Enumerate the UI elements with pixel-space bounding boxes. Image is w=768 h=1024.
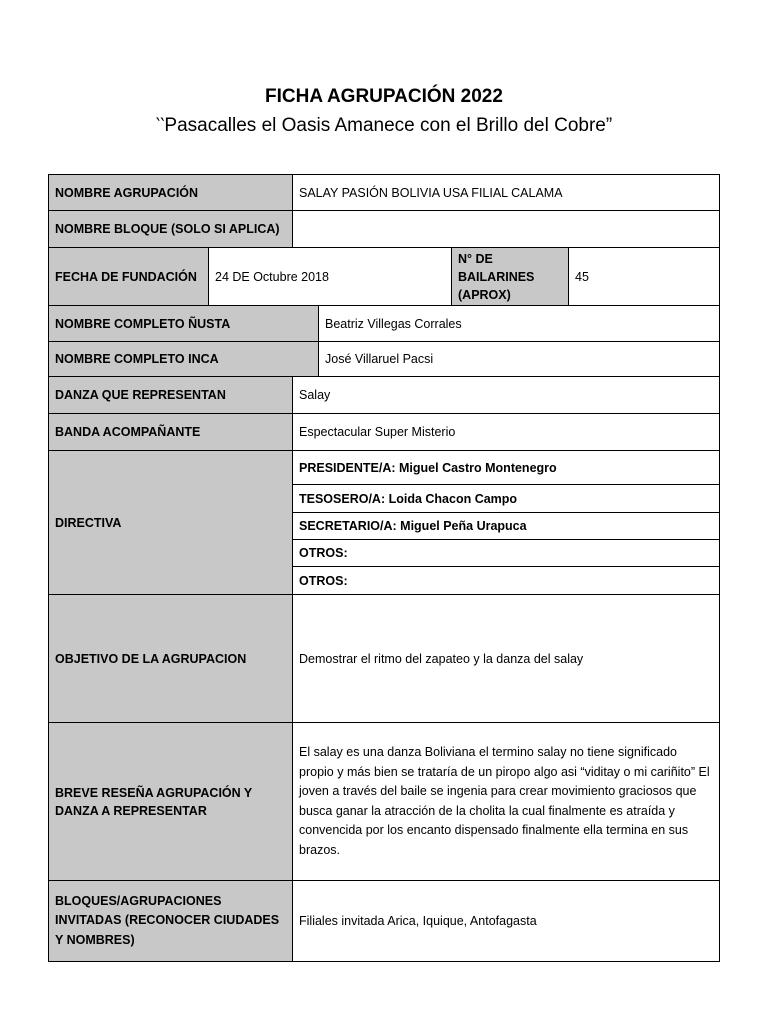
resena-label: BREVE RESEÑA AGRUPACIÓN Y DANZA A REPRESENTAR	[48, 722, 293, 881]
nombre-bloque-label: NOMBRE BLOQUE (SOLO SI APLICA)	[48, 210, 293, 248]
danza-label: DANZA QUE REPRESENTAN	[48, 376, 293, 414]
banda-value: Espectacular Super Misterio	[292, 413, 720, 451]
directiva-tesorero: TESOSERO/A: Loida Chacon Campo	[292, 484, 720, 513]
nusta-value: Beatriz Villegas Corrales	[318, 305, 720, 342]
nombre-bloque-value	[292, 210, 720, 248]
fecha-fundacion-value: 24 DE Octubre 2018	[208, 247, 452, 306]
inca-value: José Villaruel Pacsi	[318, 341, 720, 377]
bailarines-value: 45	[568, 247, 720, 306]
document-title: FICHA AGRUPACIÓN 2022	[265, 86, 503, 107]
registration-form	[48, 174, 720, 962]
inca-label: NOMBRE COMPLETO INCA	[48, 341, 319, 377]
fecha-fundacion-label: FECHA DE FUNDACIÓN	[48, 247, 209, 306]
objetivo-label: OBJETIVO DE LA AGRUPACION	[48, 594, 293, 723]
resena-value: El salay es una danza Boliviana el termino salay no tiene significado propio y más bien se trataría de un piropo algo asi “viditay o mi cariñito” El joven a través del baile se ingenia para crear movimiento graciosos que busca ganar la atracción de la cholita la cual finalmente es atraída y convencida por los encanto dispensado finalmente ella termina en sus brazos.	[292, 722, 720, 881]
directiva-otros-1: OTROS:	[292, 539, 720, 567]
document-subtitle: ‵‵Pasacalles el Oasis Amanece con el Brillo del Cobre”	[155, 115, 613, 136]
danza-value: Salay	[292, 376, 720, 414]
banda-label: BANDA ACOMPAÑANTE	[48, 413, 293, 451]
directiva-otros-2: OTROS:	[292, 566, 720, 595]
directiva-label: DIRECTIVA	[48, 450, 293, 595]
nusta-label: NOMBRE COMPLETO ÑUSTA	[48, 305, 319, 342]
directiva-secretario: SECRETARIO/A: Miguel Peña Urapuca	[292, 512, 720, 540]
invitados-value: Filiales invitada Arica, Iquique, Antofagasta	[292, 880, 720, 962]
nombre-agrupacion-value: SALAY PASIÓN BOLIVIA USA FILIAL CALAMA	[292, 174, 720, 211]
objetivo-value: Demostrar el ritmo del zapateo y la danza del salay	[292, 594, 720, 723]
bailarines-label: N° DE BAILARINES (APROX)	[451, 247, 569, 306]
invitados-label: BLOQUES/AGRUPACIONES INVITADAS (RECONOCER CIUDADES Y NOMBRES)	[48, 880, 293, 962]
directiva-presidente: PRESIDENTE/A: Miguel Castro Montenegro	[292, 450, 720, 485]
nombre-agrupacion-label: NOMBRE AGRUPACIÓN	[48, 174, 293, 211]
